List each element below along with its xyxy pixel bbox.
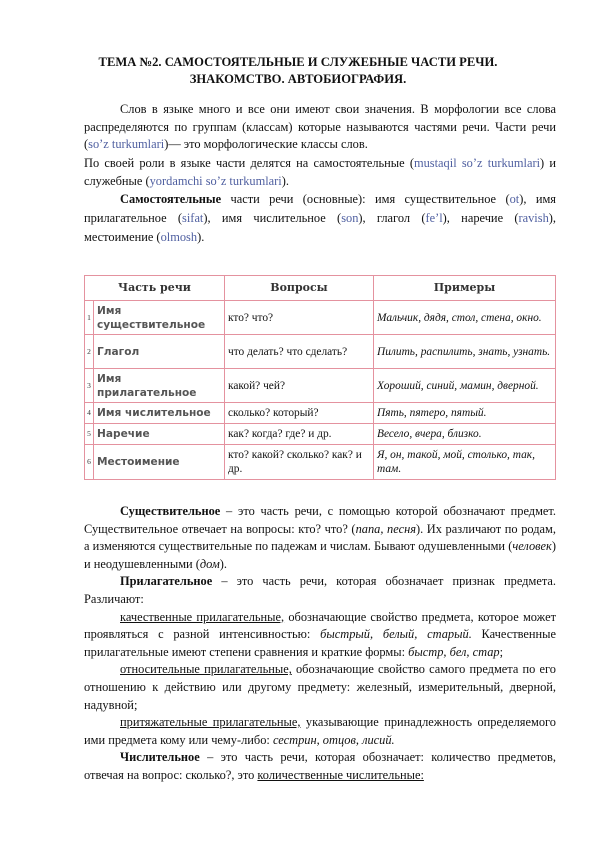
noun-paragraph (84, 503, 556, 573)
body-text-span: Качественные прилагательные имеют степени сравнения и краткие формы: (84, 627, 556, 659)
intro-text: ), наречие ( (442, 211, 519, 225)
intro-text: ), местоимение ( (84, 211, 556, 244)
row-number: 1 (85, 301, 94, 335)
part-of-speech-cell: Наречие (94, 424, 225, 445)
questions-cell: какой? чей? (225, 369, 374, 403)
body-text-span: обозначающие свойство самого предмета по его отношению к действию или другому предмету: железный, измерительный, дверной, надувной; (84, 662, 556, 712)
title-line-2: ЗНАКОМСТВО. АВТОБИОГРАФИЯ. (189, 72, 407, 86)
intro-text: ). (281, 173, 289, 188)
table-row (85, 369, 556, 403)
term-underlined: количественные числительные: (257, 767, 424, 782)
questions-cell: как? когда? где? и др. (225, 424, 374, 445)
table-header-row (85, 276, 556, 301)
uzbek-term: sifat (182, 211, 204, 225)
part-of-speech-cell: Местоимение (94, 445, 225, 480)
intro-text: По своей роли в языке части делятся на самостоятельные ( (84, 156, 414, 170)
example-italic: сестрин, отцов, лисий. (272, 732, 395, 747)
examples-cell: Хороший, синий, мамин, дверной. (374, 369, 556, 403)
page-title (40, 54, 556, 88)
intro-text: Слов в языке много и все они имеют свои значения. В морфологии все слова распределяются по группам (классам) которые называются частями речи. Части речи ( (84, 102, 556, 152)
possessive-paragraph (84, 714, 556, 749)
questions-cell: кто? что? (225, 301, 374, 335)
intro-text: ), имя числительное ( (203, 211, 342, 225)
questions-cell: сколько? который? (225, 403, 374, 424)
example-italic: папа, песня (355, 521, 416, 536)
uzbek-term: ravish (518, 211, 549, 225)
examples-cell: Я, он, такой, мой, столько, так, там. (374, 445, 556, 480)
intro-paragraph-3 (84, 190, 556, 247)
questions-cell: кто? какой? сколько? как? и др. (225, 445, 374, 480)
table-row (85, 335, 556, 369)
table-header: Примеры (374, 276, 556, 301)
relative-paragraph (84, 661, 556, 714)
examples-cell: Весело, вчера, близко. (374, 424, 556, 445)
uzbek-term: so’z turkumlari (88, 137, 165, 152)
numeral-paragraph (84, 749, 556, 784)
qualitative-paragraph (84, 609, 556, 662)
part-of-speech-cell: Имя числительное (94, 403, 225, 424)
table-row (85, 445, 556, 480)
uzbek-term: ot (509, 192, 520, 206)
body-text-span: обозначающие свойство предмета, которое может проявляться с разной интенсивностью: (84, 609, 556, 642)
row-number: 4 (85, 403, 94, 424)
adjective-paragraph (84, 573, 556, 608)
body-text-span: – это часть речи, с помощью которой обозначают предмет. Существительное отвечает на вопросы: кто? что? ( (84, 504, 556, 536)
examples-cell: Мальчик, дядя, стол, стена, окно. (374, 301, 556, 335)
table-row (85, 403, 556, 424)
table-header: Вопросы (225, 276, 374, 301)
body-text-span: ). Их различают по родам, а изменяются существительные по падежам и числам. Бывают одушевленными ( (84, 521, 556, 554)
body-text-span: указывающие принадлежность определяемого ими предмета кому или чему-либо: (84, 715, 556, 747)
intro-text: ). (197, 230, 205, 244)
term-underlined: относительные прилагательные, (120, 662, 292, 677)
intro-text: части речи (основные): имя существительное ( (221, 192, 510, 206)
row-number: 5 (85, 424, 94, 445)
body-text-span: ). (219, 556, 228, 571)
body-text-span: – это часть речи, которая обозначает: количество предметов, отвечая на вопрос: сколько?, это (84, 750, 556, 782)
row-number: 2 (85, 335, 94, 369)
term-bold: Числительное (120, 750, 200, 765)
intro-text: ) и служебные ( (84, 156, 556, 188)
body-text-span: ; (499, 644, 504, 659)
term-bold: Самостоятельные (120, 192, 222, 206)
part-of-speech-cell: Имя существительное (94, 301, 225, 335)
term-bold: Существительное (120, 504, 221, 518)
parts-of-speech-table (84, 275, 556, 480)
uzbek-term: son (341, 211, 359, 225)
part-of-speech-cell: Имя прилагательное (94, 369, 225, 403)
table-row (85, 301, 556, 335)
uzbek-term: mustaqil so’z turkumlari (413, 156, 541, 170)
table-header: Часть речи (85, 276, 225, 301)
intro-text: ), глагол ( (358, 211, 426, 225)
uzbek-term: olmosh (160, 230, 198, 244)
example-italic: быстр, бел, стар (408, 644, 500, 659)
part-of-speech-cell: Глагол (94, 335, 225, 369)
examples-cell: Пять, пятеро, пятый. (374, 403, 556, 424)
body-text-span: – это часть речи, которая обозначает признак предмета. Различают: (84, 574, 556, 606)
intro-paragraph-2 (84, 155, 556, 190)
example-italic: быстрый, белый, старый. (320, 627, 472, 642)
intro-paragraph-1 (84, 101, 556, 154)
intro-text: ), имя прилагательное ( (84, 192, 556, 225)
term-underlined: качественные прилагательные, (120, 609, 285, 624)
body-text-span: ) и неодушевленными ( (84, 539, 556, 571)
body-text (84, 503, 556, 785)
questions-cell: что делать? что сделать? (225, 335, 374, 369)
example-italic: человек (512, 539, 552, 554)
title-line-1: ТЕМА №2. САМОСТОЯТЕЛЬНЫЕ И СЛУЖЕБНЫЕ ЧАСТИ РЕЧИ. (98, 55, 498, 69)
row-number: 3 (85, 369, 94, 403)
term-bold: Прилагательное (120, 574, 213, 589)
term-underlined: притяжательные прилагательные, (120, 715, 301, 730)
row-number: 6 (85, 445, 94, 480)
uzbek-term: yordamchi so’z turkumlari (149, 173, 282, 188)
examples-cell: Пилить, распилить, знать, узнать. (374, 335, 556, 369)
uzbek-term: fe’l (425, 211, 443, 225)
table-row (85, 424, 556, 445)
example-italic: дом (199, 556, 220, 571)
intro-text: )— это морфологические классы слов. (164, 137, 368, 152)
